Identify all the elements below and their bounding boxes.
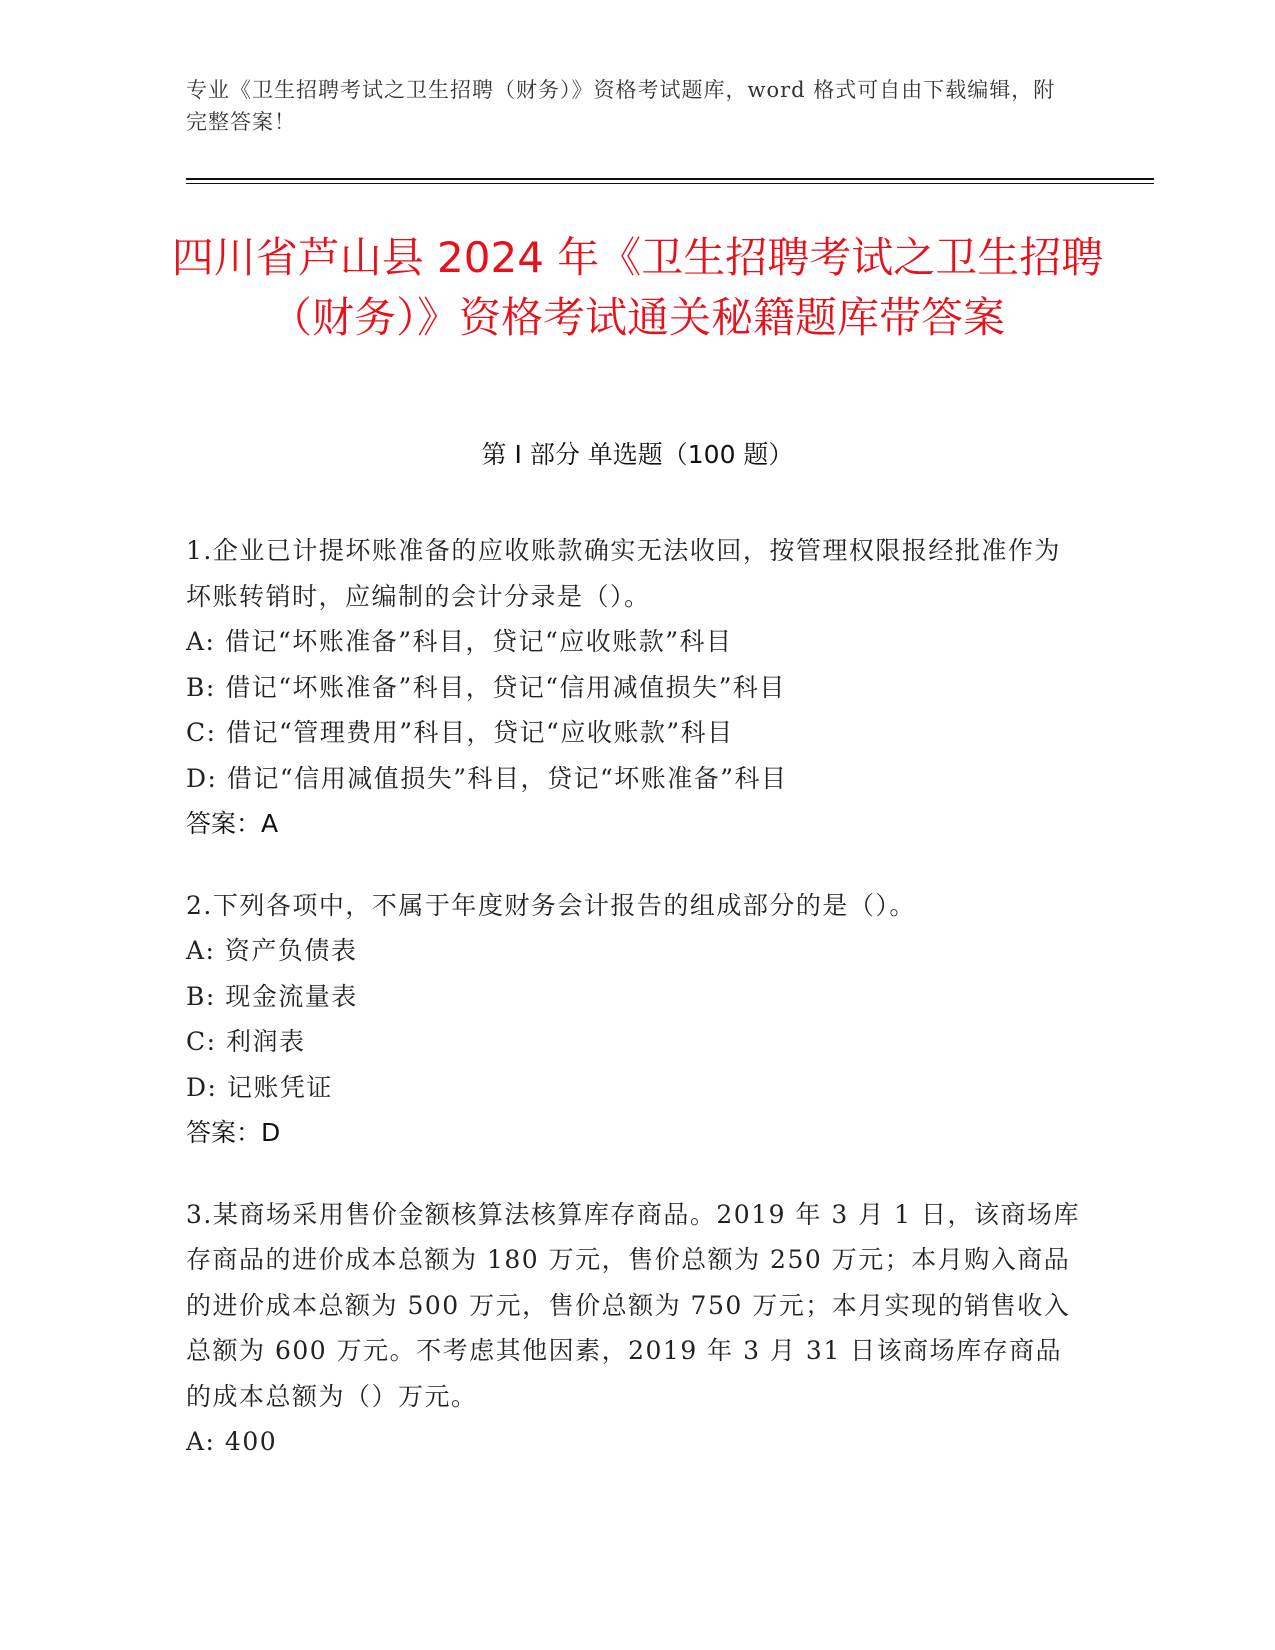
option-b: B: 借记“坏账准备”科目，贷记“信用减值损失”科目 bbox=[186, 672, 786, 702]
section-title: 第 I 部分 单选题（100 题） bbox=[481, 440, 794, 469]
question-2 bbox=[186, 883, 1086, 1156]
answer: 答案：D bbox=[186, 1118, 281, 1147]
option-d: D: 借记“信用减值损失”科目，贷记“坏账准备”科目 bbox=[186, 763, 788, 793]
question-stem: 1.企业已计提坏账准备的应收账款确实无法收回，按管理权限报经批准作为坏账转销时，应编制的会计分录是（）。 bbox=[186, 536, 1061, 611]
question-1 bbox=[186, 528, 1086, 847]
document-title: 四川省芦山县 2024 年《卫生招聘考试之卫生招聘（财务）》资格考试通关秘籍题库带答案 bbox=[171, 233, 1104, 343]
question-list bbox=[186, 528, 1086, 1501]
answer: 答案：A bbox=[186, 809, 279, 838]
option-d: D: 记账凭证 bbox=[186, 1072, 333, 1102]
option-a: A: 400 bbox=[186, 1427, 278, 1456]
option-a: A: 借记“坏账准备”科目，贷记“应收账款”科目 bbox=[186, 627, 733, 656]
header-divider-thick bbox=[186, 178, 1154, 180]
question-stem: 2.下列各项中，不属于年度财务会计报告的组成部分的是（）。 bbox=[186, 890, 916, 920]
option-c: C: 借记“管理费用”科目，贷记“应收账款”科目 bbox=[186, 718, 734, 747]
question-3 bbox=[186, 1192, 1086, 1465]
option-b: B: 现金流量表 bbox=[186, 981, 358, 1011]
header-note: 专业《卫生招聘考试之卫生招聘（财务）》资格考试题库，word 格式可自由下载编辑，附完整答案！ bbox=[186, 78, 1056, 134]
option-c: C: 利润表 bbox=[186, 1027, 306, 1056]
question-stem: 3.某商场采用售价金额核算法核算库存商品。2019 年 3 月 1 日，该商场库存商品的进价成本总额为 180 万元，售价总额为 250 万元；本月购入商品的进价成本总额为 500 万元，售价总额为 750 万元；本月实现的销售收入总额为 600 万元。不考虑其他因素，2019 年 3 月 31 日该商场库存商品的成本总额为（）万元。 bbox=[186, 1199, 1081, 1411]
option-a: A: 资产负债表 bbox=[186, 936, 358, 965]
header-divider-thin bbox=[186, 183, 1154, 184]
